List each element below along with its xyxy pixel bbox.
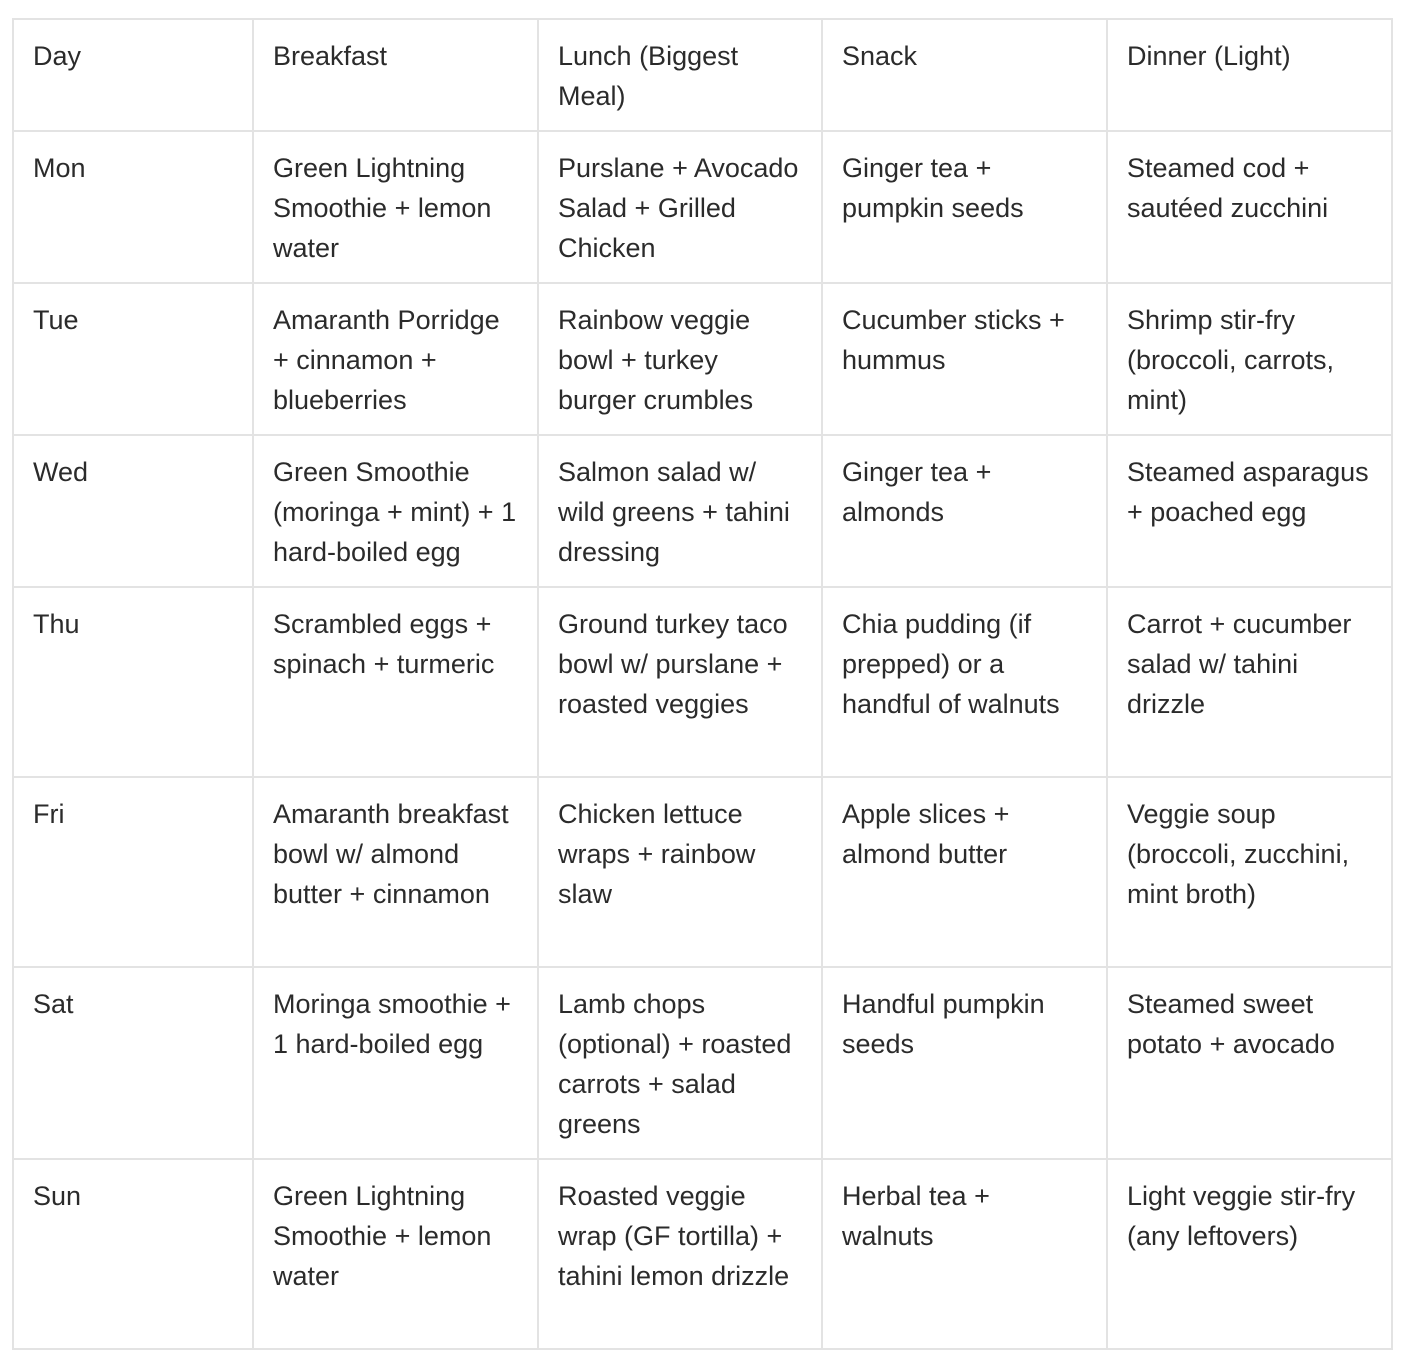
- lunch-cell: Roasted veggie wrap (GF tortilla) + tahini lemon drizzle: [538, 1159, 822, 1349]
- snack-cell: Handful pumpkin seeds: [822, 967, 1107, 1159]
- table-row: [13, 967, 1392, 1159]
- day-cell: Wed: [13, 435, 253, 587]
- lunch-cell: Chicken lettuce wraps + rainbow slaw: [538, 777, 822, 967]
- table-row: [13, 587, 1392, 777]
- dinner-cell: Shrimp stir-fry (broccoli, carrots, mint): [1107, 283, 1392, 435]
- day-cell: Tue: [13, 283, 253, 435]
- breakfast-cell: Green Lightning Smoothie + lemon water: [253, 131, 538, 283]
- lunch-cell: Lamb chops (optional) + roasted carrots + salad greens: [538, 967, 822, 1159]
- snack-cell: Apple slices + almond butter: [822, 777, 1107, 967]
- dinner-cell: Steamed sweet potato + avocado: [1107, 967, 1392, 1159]
- lunch-cell: Rainbow veggie bowl + turkey burger crumbles: [538, 283, 822, 435]
- table-row: [13, 283, 1392, 435]
- snack-cell: Cucumber sticks + hummus: [822, 283, 1107, 435]
- snack-cell: Ginger tea + pumpkin seeds: [822, 131, 1107, 283]
- day-cell: Thu: [13, 587, 253, 777]
- header-snack: Snack: [822, 19, 1107, 131]
- snack-cell: Ginger tea + almonds: [822, 435, 1107, 587]
- table-row: [13, 131, 1392, 283]
- lunch-cell: Salmon salad w/ wild greens + tahini dressing: [538, 435, 822, 587]
- dinner-cell: Carrot + cucumber salad w/ tahini drizzle: [1107, 587, 1392, 777]
- day-cell: Sat: [13, 967, 253, 1159]
- header-breakfast: Breakfast: [253, 19, 538, 131]
- snack-cell: Herbal tea + walnuts: [822, 1159, 1107, 1349]
- breakfast-cell: Green Lightning Smoothie + lemon water: [253, 1159, 538, 1349]
- table-header-row: [13, 19, 1392, 131]
- breakfast-cell: Amaranth breakfast bowl w/ almond butter + cinnamon: [253, 777, 538, 967]
- day-cell: Mon: [13, 131, 253, 283]
- meal-plan-table: [12, 18, 1393, 1350]
- breakfast-cell: Amaranth Porridge + cinnamon + blueberries: [253, 283, 538, 435]
- table-row: [13, 1159, 1392, 1349]
- dinner-cell: Steamed asparagus + poached egg: [1107, 435, 1392, 587]
- snack-cell: Chia pudding (if prepped) or a handful of walnuts: [822, 587, 1107, 777]
- day-cell: Fri: [13, 777, 253, 967]
- header-dinner: Dinner (Light): [1107, 19, 1392, 131]
- breakfast-cell: Green Smoothie (moringa + mint) + 1 hard-boiled egg: [253, 435, 538, 587]
- breakfast-cell: Scrambled eggs + spinach + turmeric: [253, 587, 538, 777]
- dinner-cell: Steamed cod + sautéed zucchini: [1107, 131, 1392, 283]
- dinner-cell: Light veggie stir-fry (any leftovers): [1107, 1159, 1392, 1349]
- header-lunch: Lunch (Biggest Meal): [538, 19, 822, 131]
- header-day: Day: [13, 19, 253, 131]
- table-row: [13, 777, 1392, 967]
- lunch-cell: Purslane + Avocado Salad + Grilled Chicken: [538, 131, 822, 283]
- lunch-cell: Ground turkey taco bowl w/ purslane + roasted veggies: [538, 587, 822, 777]
- day-cell: Sun: [13, 1159, 253, 1349]
- table-row: [13, 435, 1392, 587]
- breakfast-cell: Moringa smoothie + 1 hard-boiled egg: [253, 967, 538, 1159]
- dinner-cell: Veggie soup (broccoli, zucchini, mint broth): [1107, 777, 1392, 967]
